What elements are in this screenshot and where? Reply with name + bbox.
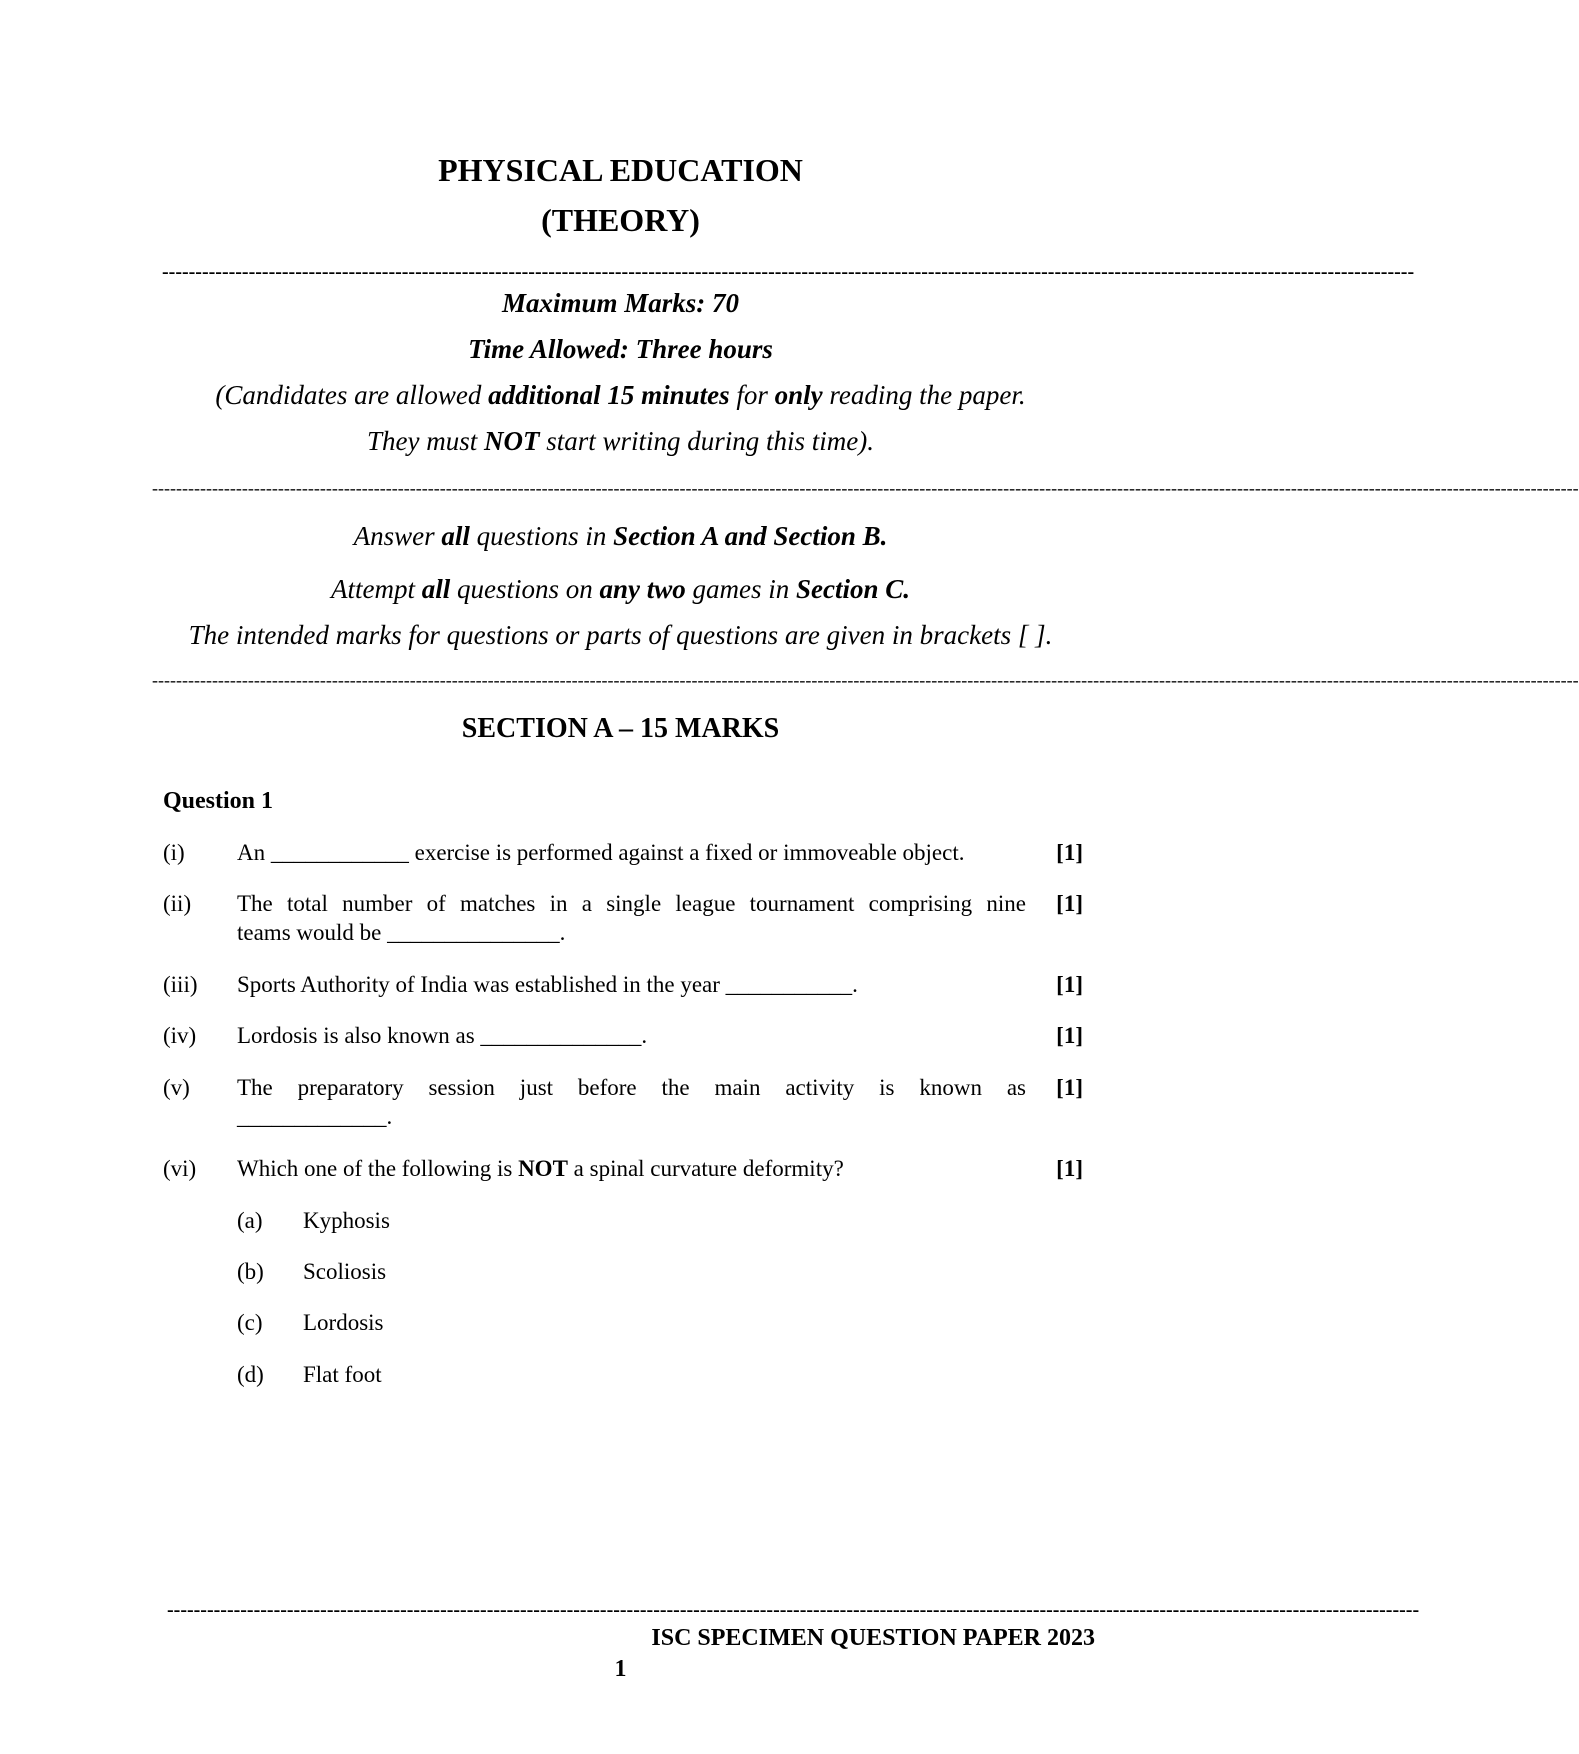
part-number: (v) — [163, 1075, 190, 1100]
part-text: Which one of the following is NOT a spinal curvature deformity? — [237, 1156, 844, 1181]
option-text: Scoliosis — [303, 1259, 387, 1284]
part-number: (iii) — [163, 972, 198, 997]
option-label: (a) — [237, 1208, 263, 1233]
instruction-answer-all: Answer all questions in Section A and Section B. — [353, 521, 888, 551]
part-text: An ____________ exercise is performed against a fixed or immoveable object. — [237, 840, 965, 865]
divider-footer: -------------------------------------------------------------------------------------------------------------------------------------------------------------------------------------------- — [167, 1599, 1420, 1621]
part-marks: [1] — [1056, 1075, 1083, 1100]
part-marks: [1] — [1056, 1156, 1083, 1181]
no-writing-note: They must NOT start writing during this time). — [366, 426, 875, 456]
divider-top: -------------------------------------------------------------------------------------------------------------------------------------------------------------------------------------------- — [162, 261, 1415, 283]
page-number: 1 — [614, 1656, 627, 1682]
part-marks: [1] — [1056, 972, 1083, 997]
instruction-marks-brackets: The intended marks for questions or parts of questions are given in brackets [ ]. — [188, 620, 1053, 650]
part-marks: [1] — [1056, 891, 1083, 916]
part-text-continued: teams would be _______________. — [237, 920, 566, 945]
paper-subtitle: (THEORY) — [541, 202, 700, 238]
section-heading: SECTION A – 15 MARKS — [461, 713, 780, 744]
time-allowed: Time Allowed: Three hours — [468, 334, 773, 364]
reading-time-note: (Candidates are allowed additional 15 minutes for only reading the paper. — [215, 380, 1026, 410]
part-text: Lordosis is also known as ______________. — [237, 1023, 648, 1048]
divider-instructions: ---------------------------------------------------------------------------------------------------------------------------------------------------------------------------------------------------------------------------------------------- — [152, 670, 1579, 690]
part-number: (ii) — [163, 891, 192, 916]
option-label: (d) — [237, 1362, 264, 1387]
part-text: The total number of matches in a single league tournament comprising nine — [237, 891, 1026, 916]
part-text: Sports Authority of India was established in the year ___________. — [237, 972, 858, 997]
option-label: (b) — [237, 1259, 264, 1284]
paper-title: PHYSICAL EDUCATION — [438, 152, 803, 188]
divider-meta: ---------------------------------------------------------------------------------------------------------------------------------------------------------------------------------------------------------------------------------------------- — [152, 478, 1579, 498]
part-marks: [1] — [1056, 1023, 1083, 1048]
part-marks: [1] — [1056, 840, 1083, 865]
part-number: (iv) — [163, 1023, 197, 1048]
option-text: Flat foot — [303, 1362, 382, 1387]
max-marks: Maximum Marks: 70 — [501, 288, 740, 318]
part-text-continued: _____________. — [237, 1104, 393, 1129]
footer-paper-label: ISC SPECIMEN QUESTION PAPER 2023 — [651, 1625, 1095, 1651]
option-text: Kyphosis — [303, 1208, 390, 1233]
option-label: (c) — [237, 1310, 263, 1335]
option-text: Lordosis — [303, 1310, 384, 1335]
instruction-attempt-games: Attempt all questions on any two games in Section C. — [330, 574, 911, 604]
question-heading: Question 1 — [163, 788, 274, 814]
part-text: The preparatory session just before the main activity is known as — [237, 1075, 1026, 1100]
part-number: (vi) — [163, 1156, 197, 1181]
part-number: (i) — [163, 840, 185, 865]
